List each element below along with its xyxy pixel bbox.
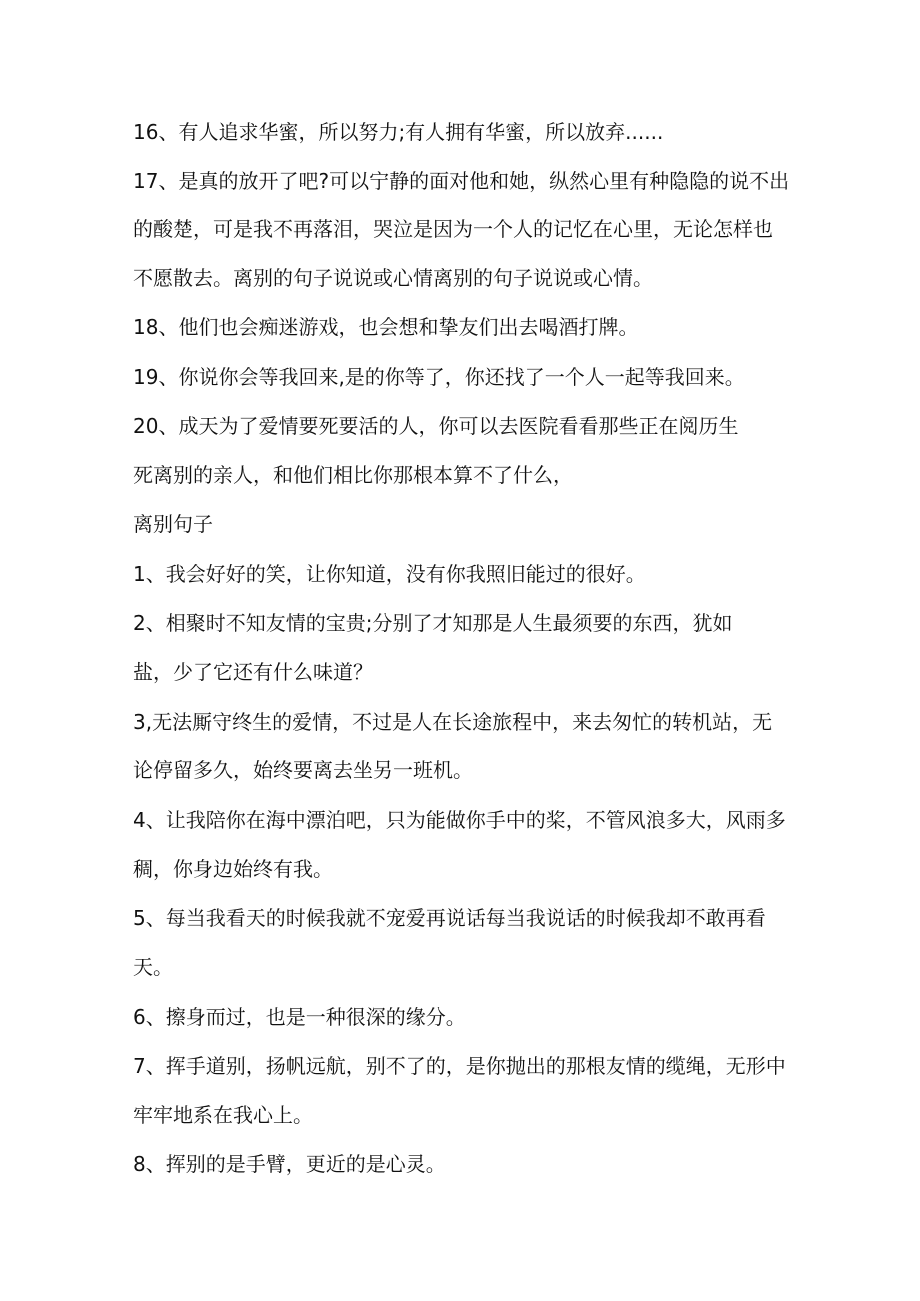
text-line-item-4-part-1: 4、让我陪你在海中漂泊吧，只为能做你手中的桨，不管风浪多大，风雨多 bbox=[133, 808, 786, 832]
text-line-item-4-part-2: 稠，你身边始终有我。 bbox=[133, 857, 333, 881]
text-line-item-5-part-2: 天。 bbox=[133, 955, 173, 979]
text-line-item-3-part-2: 论停留多久，始终要离去坐另一班机。 bbox=[133, 758, 473, 782]
text-line-item-20-part-1: 20、成天为了爱情要死要活的人，你可以去医院看看那些正在阅历生 bbox=[133, 414, 739, 438]
text-line-item-3-part-1: 3,无法厮守终生的爱情，不过是人在长途旅程中，来去匆忙的转机站，无 bbox=[133, 710, 773, 734]
text-line-item-17-part-1: 17、是真的放开了吧?可以宁静的面对他和她，纵然心里有种隐隐的说不出 bbox=[133, 169, 790, 193]
text-line-item-17-part-2: 的酸楚，可是我不再落泪，哭泣是因为一个人的记忆在心里，无论怎样也 bbox=[133, 217, 773, 241]
text-line-item-20-part-2: 死离别的亲人，和他们相比你那根本算不了什么， bbox=[133, 463, 573, 487]
text-line-item-1: 1、我会好好的笑，让你知道，没有你我照旧能过的很好。 bbox=[133, 562, 646, 586]
text-line-item-2-part-1: 2、相聚时不知友情的宝贵;分别了才知那是人生最须要的东西，犹如 bbox=[133, 611, 733, 635]
text-line-item-17-part-3: 不愿散去。离别的句子说说或心情离别的句子说说或心情。 bbox=[133, 266, 653, 290]
text-line-item-18: 18、他们也会痴迷游戏，也会想和挚友们出去喝酒打牌。 bbox=[133, 315, 639, 339]
text-line-item-7-part-2: 牢牢地系在我心上。 bbox=[133, 1103, 313, 1127]
text-line-item-6: 6、擦身而过，也是一种很深的缘分。 bbox=[133, 1005, 466, 1029]
text-line-item-8: 8、挥别的是手臂，更近的是心灵。 bbox=[133, 1152, 446, 1176]
text-line-item-5-part-1: 5、每当我看天的时候我就不宠爱再说话每当我说话的时候我却不敢再看 bbox=[133, 906, 766, 930]
text-line-item-2-part-2: 盐，少了它还有什么味道？ bbox=[133, 660, 373, 684]
text-line-item-16: 16、有人追求华蜜，所以努力;有人拥有华蜜，所以放弃...... bbox=[133, 120, 664, 144]
text-line-item-7-part-1: 7、挥手道别，扬帆远航，别不了的，是你抛出的那根友情的缆绳，无形中 bbox=[133, 1054, 786, 1078]
text-line-item-19: 19、你说你会等我回来,是的你等了，你还找了一个人一起等我回来。 bbox=[133, 365, 745, 389]
section-heading: 离别句子 bbox=[133, 512, 213, 536]
